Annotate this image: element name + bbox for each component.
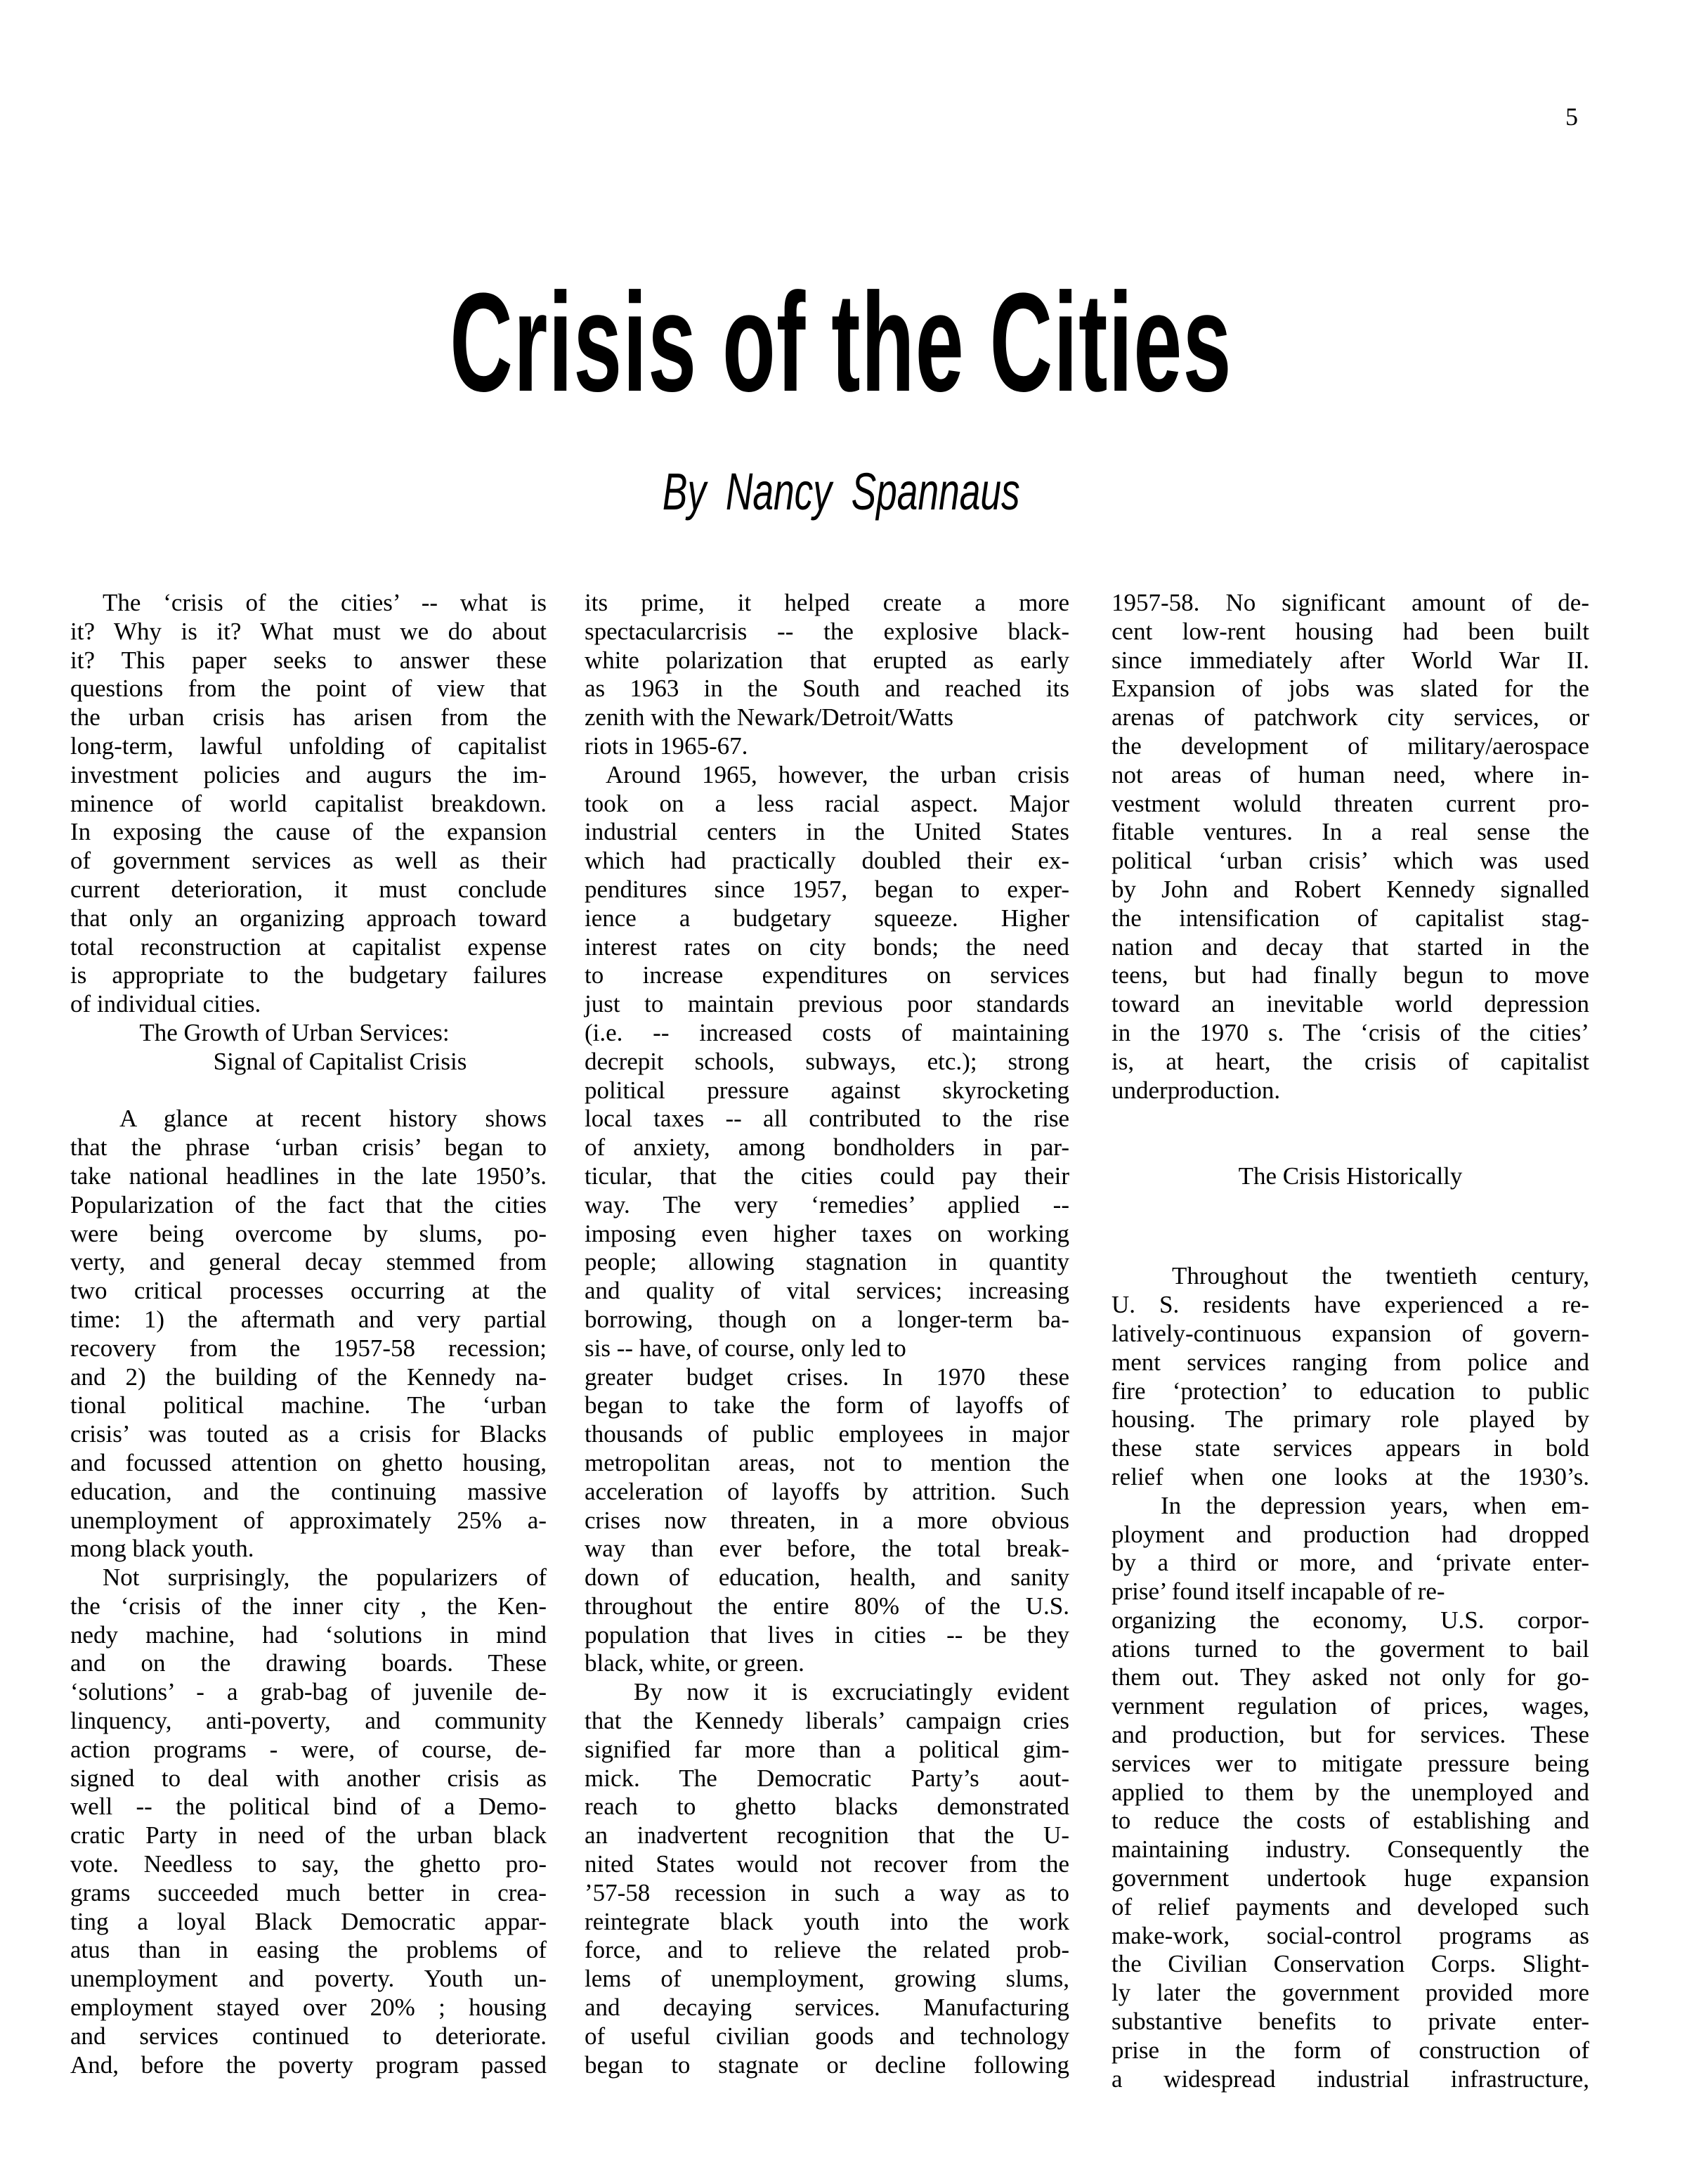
text-line: and focussed attention on ghetto housing,: [70, 1448, 547, 1476]
text-line: local taxes -- all contributed to the rise: [585, 1105, 1069, 1133]
section-heading-growth-of-urban-services: [70, 1019, 547, 1077]
text-line: these state services appears in bold: [1111, 1434, 1589, 1462]
text-line: it? This paper seeks to answer these: [70, 646, 547, 674]
text-line: And, before the poverty program passed: [70, 2050, 547, 2079]
section-heading-line: The Crisis Historically: [1238, 1162, 1463, 1190]
text-line: of anxiety, among bondholders in par-: [585, 1133, 1069, 1162]
text-line: as 1963 in the South and reached its: [585, 675, 1069, 703]
text-line: teens, but had finally begun to move: [1111, 961, 1589, 989]
text-line: nedy machine, had ‘solutions in mind: [70, 1620, 547, 1649]
text-line: verty, and general decay stemmed from: [70, 1248, 547, 1276]
byline-text: By Nancy Spannaus: [662, 462, 1020, 521]
text-line: spectacularcrisis -- the explosive black-: [585, 617, 1069, 645]
paragraph: [1111, 1492, 1589, 2094]
text-line: ience a budgetary squeeze. Higher: [585, 904, 1069, 932]
text-line: unemployment and poverty. Youth un-: [70, 1965, 547, 1993]
text-line: unemployment of approximately 25% a-: [70, 1506, 547, 1534]
text-line: mick. The Democratic Party’s aout-: [585, 1764, 1069, 1792]
text-line: minence of world capitalist breakdown.: [70, 789, 547, 817]
text-line: underproduction.: [1111, 1076, 1281, 1104]
text-line: that the phrase ‘urban crisis’ began to: [70, 1133, 547, 1162]
text-line: action programs - were, of course, de-: [70, 1735, 547, 1763]
text-line: toward an inevitable world depression: [1111, 990, 1589, 1018]
text-line: government undertook huge expansion: [1111, 1864, 1589, 1892]
text-line: were being overcome by slums, po-: [70, 1219, 547, 1247]
paragraph: [585, 761, 1069, 1679]
text-line: A glance at recent history shows: [119, 1105, 547, 1133]
article-title: [0, 266, 1682, 420]
text-line: thousands of public employees in major: [585, 1420, 1069, 1448]
text-line: nited States would not recover from the: [585, 1850, 1069, 1878]
article-byline: [0, 457, 1682, 527]
text-line: in the 1970 s. The ‘crisis of the cities’: [1111, 1018, 1589, 1046]
text-line: Throughout the twentieth century,: [1172, 1262, 1589, 1290]
text-line: the intensification of capitalist stag-: [1111, 904, 1589, 932]
text-line: began to stagnate or decline following: [585, 2050, 1069, 2079]
text-line: fire ‘protection’ to education to public: [1111, 1377, 1589, 1405]
text-line: down of education, health, and sanity: [585, 1564, 1069, 1592]
paragraph: [585, 589, 1069, 761]
text-column-3: [1111, 589, 1589, 2093]
text-line: signified far more than a political gim-: [585, 1735, 1069, 1763]
text-column-2: [585, 589, 1069, 2079]
text-line: vernment regulation of prices, wages,: [1111, 1692, 1589, 1720]
text-line: ticular, that the cities could pay their: [585, 1162, 1069, 1190]
text-line: which had practically doubled their ex-: [585, 847, 1069, 875]
text-line: population that lives in cities -- be they: [585, 1620, 1069, 1649]
text-line: and on the drawing boards. These: [70, 1649, 547, 1677]
text-line: prise in the form of construction of: [1111, 2036, 1589, 2064]
text-line: In the depression years, when em-: [1161, 1491, 1589, 1519]
text-line: is, at heart, the crisis of capitalist: [1111, 1047, 1589, 1075]
text-line: total reconstruction at capitalist expense: [70, 932, 547, 961]
text-line: it? Why is it? What must we do about: [70, 617, 547, 645]
text-line: long-term, lawful unfolding of capitalist: [70, 732, 547, 760]
text-line: industrial centers in the United States: [585, 818, 1069, 846]
text-line: them out. They asked not only for go-: [1111, 1663, 1589, 1691]
text-line: of government services as well as their: [70, 847, 547, 875]
text-line: just to maintain previous poor standards: [585, 990, 1069, 1018]
text-line: education, and the continuing massive: [70, 1477, 547, 1505]
text-line: In exposing the cause of the expansion: [70, 818, 547, 846]
text-line: way. The very ‘remedies’ applied --: [585, 1190, 1069, 1218]
text-line: ting a loyal Black Democratic appar-: [70, 1907, 547, 1935]
text-line: grams succeeded much better in crea-: [70, 1878, 547, 1906]
text-line: way than ever before, the total break-: [585, 1535, 1069, 1563]
text-line: organizing the economy, U.S. corpor-: [1111, 1606, 1589, 1634]
text-line: cent low-rent housing had been built: [1111, 617, 1589, 645]
text-line: since immediately after World War II.: [1111, 646, 1589, 674]
text-line: began to take the form of layoffs of: [585, 1391, 1069, 1419]
text-line: and services continued to deteriorate.: [70, 2022, 547, 2050]
text-line: reach to ghetto blacks demonstrated: [585, 1793, 1069, 1821]
text-column-1: [70, 589, 547, 2079]
text-line: is appropriate to the budgetary failures: [70, 961, 547, 989]
spacer: [70, 1077, 547, 1105]
paragraph: [70, 1105, 547, 1564]
article-title-text: Crisis of the Cities: [450, 264, 1232, 421]
text-line: ployment and production had dropped: [1111, 1520, 1589, 1548]
text-line: greater budget crises. In 1970 these: [585, 1363, 1069, 1391]
text-line: the development of military/aerospace: [1111, 732, 1589, 760]
text-line: and quality of vital services; increasing: [585, 1277, 1069, 1305]
text-line: black, white, or green.: [585, 1649, 804, 1677]
text-line: of relief payments and developed such: [1111, 1892, 1589, 1920]
section-heading-line: Signal of Capitalist Crisis: [213, 1047, 467, 1075]
text-line: political pressure against skyrocketing: [585, 1076, 1069, 1104]
text-line: cratic Party in need of the urban black: [70, 1821, 547, 1850]
text-line: by John and Robert Kennedy signalled: [1111, 875, 1589, 903]
paragraph-intro: [70, 589, 547, 1019]
text-line: acceleration of layoffs by attrition. Such: [585, 1477, 1069, 1505]
text-line: force, and to relieve the related prob-: [585, 1936, 1069, 1964]
text-line: applied to them by the unemployed and: [1111, 1778, 1589, 1806]
text-line: atus than in easing the problems of: [70, 1936, 547, 1964]
paragraph: [1111, 589, 1589, 1105]
text-line: political ‘urban crisis’ which was used: [1111, 847, 1589, 875]
text-line: throughout the entire 80% of the U.S.: [585, 1592, 1069, 1620]
text-line: (i.e. -- increased costs of maintaining: [585, 1018, 1069, 1046]
text-line: the Civilian Conservation Corps. Slight-: [1111, 1950, 1589, 1978]
paragraph: [1111, 1262, 1589, 1491]
spacer: [1111, 1191, 1589, 1249]
text-line: penditures since 1957, began to exper-: [585, 875, 1069, 903]
text-line: linquency, anti-poverty, and community: [70, 1707, 547, 1735]
text-line: ations turned to the goverment to bail: [1111, 1634, 1589, 1663]
text-line: lems of unemployment, growing slums,: [585, 1965, 1069, 1993]
text-line: Around 1965, however, the urban crisis: [606, 760, 1069, 788]
section-heading-line: The Growth of Urban Services:: [139, 1018, 450, 1046]
text-line: the urban crisis has arisen from the: [70, 703, 547, 732]
text-line: the ‘crisis of the inner city , the Ken-: [70, 1592, 547, 1620]
text-line: and production, but for services. These: [1111, 1721, 1589, 1749]
text-line: ‘solutions’ - a grab-bag of juvenile de-: [70, 1678, 547, 1706]
text-line: prise’ found itself incapable of re-: [1111, 1578, 1445, 1606]
text-line: U. S. residents have experienced a re-: [1111, 1291, 1589, 1319]
text-line: current deterioration, it must conclude: [70, 875, 547, 903]
text-line: of useful civilian goods and technology: [585, 2022, 1069, 2050]
text-line: tional political machine. The ‘urban: [70, 1391, 547, 1419]
text-line: and 2) the building of the Kennedy na-: [70, 1363, 547, 1391]
text-line: ment services ranging from police and: [1111, 1348, 1589, 1376]
text-line: that only an organizing approach toward: [70, 904, 547, 932]
text-line: recovery from the 1957-58 recession;: [70, 1334, 547, 1362]
text-line: nation and decay that started in the: [1111, 932, 1589, 961]
text-line: that the Kennedy liberals’ campaign cries: [585, 1707, 1069, 1735]
text-line: The ‘crisis of the cities’ -- what is: [103, 589, 547, 616]
text-line: a widespread industrial infrastructure,: [1111, 2065, 1589, 2093]
text-line: substantive benefits to private enter-: [1111, 2008, 1589, 2036]
text-line: its prime, it helped create a more: [585, 589, 1069, 616]
text-line: vote. Needless to say, the ghetto pro-: [70, 1850, 547, 1878]
text-line: By now it is excruciatingly evident: [634, 1678, 1069, 1706]
text-line: employment stayed over 20% ; housing: [70, 1994, 547, 2022]
text-line: by a third or more, and ‘private enter-: [1111, 1549, 1589, 1577]
text-line: borrowing, though on a longer-term ba-: [585, 1305, 1069, 1333]
text-line: decrepit schools, subways, etc.); strong: [585, 1047, 1069, 1075]
text-line: take national headlines in the late 1950’s.: [70, 1162, 547, 1190]
text-line: ly later the government provided more: [1111, 1979, 1589, 2007]
text-line: of individual cities.: [70, 990, 261, 1018]
text-line: services wer to mitigate pressure being: [1111, 1749, 1589, 1777]
text-line: to increase expenditures on services: [585, 961, 1069, 989]
text-line: arenas of patchwork city services, or: [1111, 703, 1589, 732]
spacer: [1111, 1248, 1589, 1262]
text-line: an inadvertent recognition that the U-: [585, 1821, 1069, 1850]
text-line: zenith with the Newark/Detroit/Watts: [585, 703, 953, 732]
text-line: riots in 1965-67.: [585, 732, 748, 760]
text-line: investment policies and augurs the im-: [70, 760, 547, 788]
text-line: Expansion of jobs was slated for the: [1111, 675, 1589, 703]
text-line: 1957-58. No significant amount of de-: [1111, 589, 1589, 616]
text-line: to reduce the costs of establishing and: [1111, 1807, 1589, 1835]
text-line: housing. The primary role played by: [1111, 1405, 1589, 1434]
text-line: sis -- have, of course, only led to: [585, 1334, 906, 1362]
text-line: vestment woluld threaten current pro-: [1111, 789, 1589, 817]
text-line: maintaining industry. Consequently the: [1111, 1835, 1589, 1864]
text-line: mong black youth.: [70, 1535, 254, 1563]
text-line: imposing even higher taxes on working: [585, 1219, 1069, 1247]
text-line: crises now threaten, in a more obvious: [585, 1506, 1069, 1534]
text-line: time: 1) the aftermath and very partial: [70, 1305, 547, 1333]
text-line: interest rates on city bonds; the need: [585, 932, 1069, 961]
text-line: white polarization that erupted as early: [585, 646, 1069, 674]
text-line: metropolitan areas, not to mention the: [585, 1448, 1069, 1476]
text-line: not areas of human need, where in-: [1111, 760, 1589, 788]
text-line: people; allowing stagnation in quantity: [585, 1248, 1069, 1276]
paragraph: [70, 1564, 547, 2079]
paragraph: [585, 1678, 1069, 2079]
text-line: Popularization of the fact that the cities: [70, 1190, 547, 1218]
text-line: make-work, social-control programs as: [1111, 1921, 1589, 1949]
text-line: relief when one looks at the 1930’s.: [1111, 1462, 1589, 1490]
text-line: signed to deal with another crisis as: [70, 1764, 547, 1792]
text-line: and decaying services. Manufacturing: [585, 1994, 1069, 2022]
text-line: crisis’ was touted as a crisis for Blacks: [70, 1420, 547, 1448]
section-heading-crisis-historically: [1111, 1162, 1589, 1191]
text-line: took on a less racial aspect. Major: [585, 789, 1069, 817]
text-line: reintegrate black youth into the work: [585, 1907, 1069, 1935]
text-line: well -- the political bind of a Demo-: [70, 1793, 547, 1821]
text-line: questions from the point of view that: [70, 675, 547, 703]
text-line: two critical processes occurring at the: [70, 1277, 547, 1305]
text-line: fitable ventures. In a real sense the: [1111, 818, 1589, 846]
text-line: Not surprisingly, the popularizers of: [103, 1564, 547, 1592]
text-line: latively-continuous expansion of govern-: [1111, 1319, 1589, 1347]
text-line: ’57-58 recession in such a way as to: [585, 1878, 1069, 1906]
spacer: [1111, 1105, 1589, 1162]
page-number: 5: [1565, 103, 1578, 131]
